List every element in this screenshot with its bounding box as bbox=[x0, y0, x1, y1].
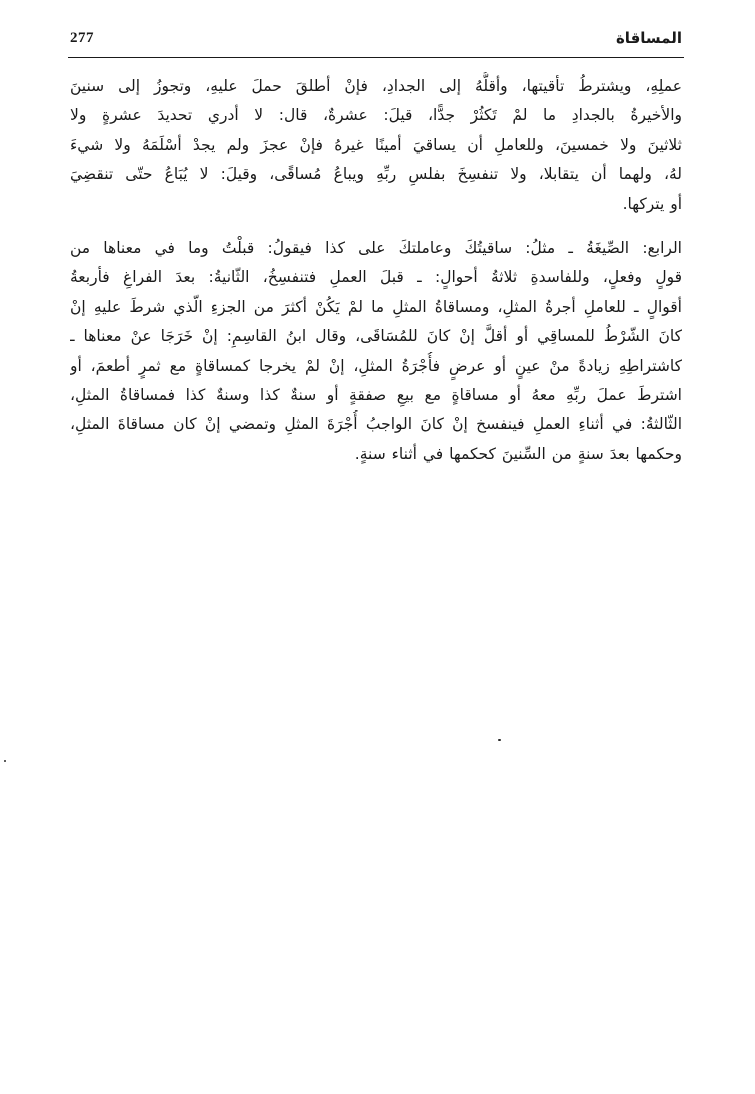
text-line: كاشتراطِهِ زيادةً منْ عينٍ أو عرضٍ فأُجْرَةُ المثلِ، إنْ لمْ يخرجا كمساقاةٍ مع ثمرٍ أطعمَ، أو bbox=[70, 356, 682, 375]
text-line: وحكمها بعدَ سنةٍ من السِّنينَ كحكمها في أثناء سنةٍ. bbox=[354, 444, 682, 463]
scan-speck bbox=[498, 739, 501, 741]
text-line: لهُ، ولهما أن يتقابلا، ولا تنفسِخَ بفلسِ ربِّهِ ويباعُ مُساقًى، وقيلَ: لا يُبَاعُ حتّى تنقضِيَ bbox=[70, 165, 682, 184]
paragraph-2 bbox=[70, 234, 682, 469]
paragraph-1 bbox=[70, 72, 682, 219]
header-rule bbox=[68, 57, 684, 58]
text-line: أو يتركها. bbox=[622, 194, 682, 213]
text-line: قولٍ وفعلٍ، وللفاسدةِ ثلاثةُ أحوالٍ: ـ قبلَ العملِ فتنفسِخُ، الثّانيةُ: بعدَ الفراغِ فأربعةُ bbox=[70, 268, 682, 287]
paragraph-gap bbox=[70, 219, 682, 234]
page-header bbox=[70, 30, 682, 52]
text-line: ثلاثينَ ولا خمسينَ، وللعاملِ أن يساقيَ أمينًا غيرهُ فإنْ عجزَ ولم يجدْ أسْلَمَهُ ولا شيءَ bbox=[70, 135, 682, 154]
text-line: اشترطَ عملَ ربِّهِ معهُ أو مساقاةٍ مع بيعِ صفقةٍ أو سنةٌ كذا وسنةٌ كذا فمساقاةُ المثلِ، bbox=[70, 386, 682, 405]
text-line: الرابع: الصِّيغَةُ ـ مثلُ: ساقيتُكَ وعاملتكَ على كذا فيقولُ: قبلْتُ وما في معناها من bbox=[70, 239, 682, 258]
text-line: أقوالٍ ـ للعاملِ أجرةُ المثلِ، ومساقاةُ المثلِ ما لمْ يَكُنْ أكثرَ من الجزءِ الّذي شرطَ عليهِ إنْ bbox=[70, 297, 682, 316]
scan-speck bbox=[4, 760, 6, 762]
page-number: 277 bbox=[70, 30, 94, 46]
running-title: المساقاة bbox=[615, 29, 682, 47]
text-line: والأخيرةُ بالجدادِ ما لمْ تَكثُرْ جدًّا، قيلَ: عشرةٌ، قال: لا أدري تحديدَ عشرةٍ ولا bbox=[70, 106, 682, 125]
text-line: عملِهِ، ويشترطُ تأقيتها، وأقلُّهُ إلى الجدادِ، فإنْ أطلقَ حملَ عليهِ، وتجوزُ إلى سنينَ bbox=[70, 77, 682, 95]
text-line: كانَ الشّرْطُ للمساقِي أو أقلَّ إنْ كانَ للمُسَاقَى، وقال ابنُ القاسِمِ: إنْ خَرَجَا عنْ معناها ـ bbox=[70, 327, 682, 346]
body-text bbox=[70, 72, 682, 469]
text-line: الثّالثةُ: في أثناءِ العملِ فينفسخ إنْ كانَ الواجبُ أُجْرَةَ المثلِ وتمضي إنْ كان مساقاةَ المثلِ، bbox=[70, 415, 682, 434]
